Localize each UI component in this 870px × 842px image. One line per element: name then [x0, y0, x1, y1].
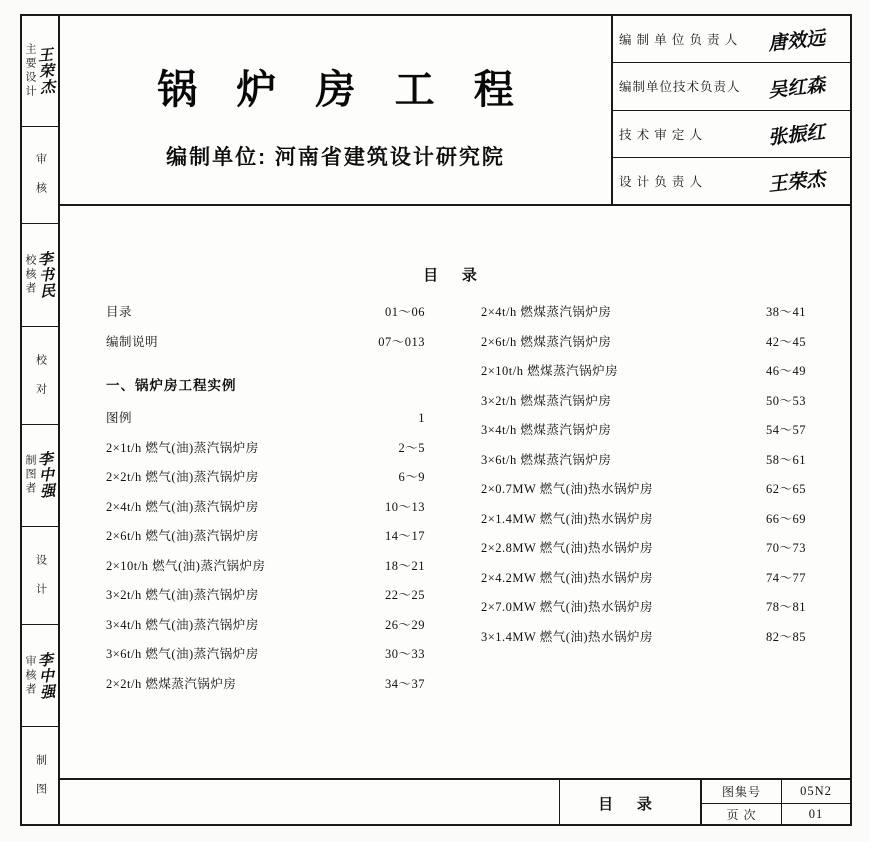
page-title: 锅 炉 房 工 程	[157, 67, 528, 112]
catalog-heading: 目 录	[423, 268, 487, 284]
entry-label: 3×2t/h 燃气(油)蒸汽锅炉房	[106, 588, 259, 602]
responsible-persons-block	[611, 16, 850, 204]
strip-cell-4	[22, 425, 58, 528]
leader-dots	[657, 522, 762, 523]
responsible-signature-2: 张振红	[767, 122, 827, 150]
entry-pages: 6～9	[398, 470, 425, 484]
leader-dots	[657, 551, 762, 552]
leader-dots	[657, 640, 762, 641]
strip-cell-2	[22, 224, 58, 327]
drawing-title-block	[60, 778, 850, 826]
strip-label-3: 校 对	[34, 353, 47, 397]
list-item	[481, 542, 806, 555]
title-block-blank	[60, 780, 560, 826]
catalog-column-right	[455, 306, 850, 766]
responsible-label-0: 编 制 单 位 负 责 人	[619, 33, 739, 48]
entry-pages: 82～85	[765, 629, 806, 644]
entry-pages: 2～5	[398, 440, 425, 455]
list-item	[481, 483, 806, 496]
leader-dots	[269, 569, 381, 570]
list-item	[106, 530, 425, 543]
list-item	[481, 631, 806, 644]
responsible-signature-1: 吴红森	[767, 74, 827, 102]
entry-label: 2×2t/h 燃煤蒸汽锅炉房	[106, 676, 237, 691]
entry-label: 2×1t/h 燃气(油)蒸汽锅炉房	[106, 440, 259, 455]
list-item	[106, 412, 425, 425]
header-row	[60, 16, 850, 206]
entry-label: 3×6t/h 燃气(油)蒸汽锅炉房	[106, 647, 259, 661]
leader-dots	[657, 610, 762, 611]
entry-label: 2×10t/h 燃气(油)蒸汽锅炉房	[106, 558, 266, 573]
entry-label: 2×4.2MW 燃气(油)热水锅炉房	[481, 570, 654, 585]
list-item	[106, 471, 425, 484]
leader-dots	[263, 451, 395, 452]
list-item	[106, 442, 425, 455]
leader-dots	[615, 463, 762, 464]
responsible-label-1: 编制单位技术负责人	[619, 80, 741, 95]
leader-dots	[263, 480, 395, 481]
strip-cell-3	[22, 327, 58, 425]
title-block-name: 目 录	[560, 780, 702, 826]
list-item	[106, 678, 425, 691]
catalog-section-title: 一、锅炉房工程实例	[106, 378, 237, 393]
list-item	[481, 306, 806, 319]
leader-dots	[263, 510, 381, 511]
entry-pages: 30～33	[384, 647, 425, 661]
entry-label: 3×6t/h 燃煤蒸汽锅炉房	[481, 452, 612, 467]
list-item	[106, 306, 425, 319]
leader-dots	[615, 433, 762, 434]
leader-dots	[263, 598, 381, 599]
strip-signature-2: 李书民	[35, 250, 55, 300]
entry-pages: 22～25	[384, 588, 425, 602]
leader-dots	[263, 657, 381, 658]
entry-pages: 1	[418, 411, 425, 425]
leader-dots	[615, 404, 762, 405]
list-item	[106, 560, 425, 573]
entry-label: 2×1.4MW 燃气(油)热水锅炉房	[481, 511, 654, 526]
title-block-ids	[702, 780, 850, 826]
entry-label: 2×10t/h 燃煤蒸汽锅炉房	[481, 364, 619, 378]
list-item	[106, 589, 425, 602]
strip-cell-5	[22, 527, 58, 625]
responsible-signature-0: 唐效远	[767, 27, 827, 55]
strip-label-2: 校核者	[24, 254, 36, 297]
atlas-number-label: 图集号	[702, 780, 782, 803]
entry-label: 3×2t/h 燃煤蒸汽锅炉房	[481, 393, 612, 408]
entry-pages: 38～41	[765, 305, 806, 319]
list-item	[481, 572, 806, 585]
leader-dots	[615, 345, 762, 346]
entry-pages: 70～73	[765, 541, 806, 555]
entry-label: 2×7.0MW 燃气(油)热水锅炉房	[481, 600, 654, 614]
strip-label-5: 设 计	[34, 553, 47, 597]
entry-label: 图例	[106, 411, 133, 425]
list-item	[481, 601, 806, 614]
entry-label: 2×6t/h 燃气(油)蒸汽锅炉房	[106, 529, 259, 543]
entry-label: 2×4t/h 燃气(油)蒸汽锅炉房	[106, 499, 259, 514]
page-number-row	[702, 804, 850, 827]
responsible-row-3	[613, 158, 850, 204]
document-content	[60, 16, 850, 824]
title-block	[60, 16, 611, 204]
leader-dots	[615, 315, 762, 316]
strip-cell-1	[22, 127, 58, 225]
responsible-signature-3: 王荣杰	[767, 169, 827, 197]
responsible-row-2	[613, 111, 850, 158]
leader-dots	[657, 581, 762, 582]
atlas-number-value: 05N2	[800, 783, 832, 798]
catalog-columns	[60, 306, 850, 766]
page-number-label: 页 次	[702, 804, 782, 827]
strip-signature-4: 李中强	[35, 450, 55, 500]
entry-label: 3×4t/h 燃煤蒸汽锅炉房	[481, 423, 612, 437]
leader-dots	[162, 345, 374, 346]
list-item	[106, 648, 425, 661]
entry-pages: 58～61	[765, 452, 806, 467]
atlas-number-row	[702, 780, 850, 804]
entry-pages: 54～57	[765, 423, 806, 437]
leader-dots	[136, 315, 381, 316]
entry-label: 2×6t/h 燃煤蒸汽锅炉房	[481, 334, 612, 349]
strip-label-7: 制 图	[34, 754, 47, 798]
list-item	[481, 395, 806, 408]
list-item	[481, 513, 806, 526]
leader-dots	[657, 492, 762, 493]
page-number-value: 01	[808, 807, 824, 822]
entry-pages: 18～21	[384, 558, 425, 573]
entry-pages: 14～17	[384, 529, 425, 543]
left-signature-strip	[22, 16, 60, 824]
list-item	[106, 619, 425, 632]
entry-label: 2×4t/h 燃煤蒸汽锅炉房	[481, 305, 612, 319]
list-item	[106, 336, 425, 349]
list-item	[481, 365, 806, 378]
entry-pages: 07～013	[378, 334, 425, 349]
strip-label-1: 审 核	[34, 153, 47, 197]
responsible-label-2: 技 术 审 定 人	[619, 127, 704, 142]
strip-signature-0: 王荣杰	[35, 46, 55, 96]
list-item	[481, 454, 806, 467]
responsible-row-1	[613, 63, 850, 110]
entry-label: 2×2t/h 燃气(油)蒸汽锅炉房	[106, 470, 259, 484]
strip-cell-7	[22, 727, 58, 824]
responsible-row-0	[613, 16, 850, 63]
list-item	[481, 336, 806, 349]
strip-label-0: 主要设计	[24, 42, 36, 99]
strip-cell-0	[22, 16, 58, 127]
entry-label: 3×4t/h 燃气(油)蒸汽锅炉房	[106, 617, 259, 632]
strip-label-6: 审核者	[24, 654, 36, 697]
responsible-label-3: 设 计 负 责 人	[619, 174, 704, 189]
entry-label: 2×2.8MW 燃气(油)热水锅炉房	[481, 541, 654, 555]
strip-signature-6: 李中强	[35, 651, 55, 701]
leader-dots	[263, 628, 381, 629]
entry-pages: 34～37	[384, 676, 425, 691]
entry-label: 编制说明	[106, 334, 159, 349]
entry-pages: 50～53	[765, 393, 806, 408]
entry-pages: 26～29	[384, 617, 425, 632]
list-item	[106, 501, 425, 514]
leader-dots	[622, 374, 762, 375]
entry-label: 2×0.7MW 燃气(油)热水锅炉房	[481, 482, 654, 496]
list-item	[481, 424, 806, 437]
leader-dots	[240, 687, 381, 688]
entry-label: 目录	[106, 305, 133, 319]
catalog-section	[60, 206, 850, 824]
leader-dots	[136, 421, 414, 422]
strip-cell-6	[22, 625, 58, 728]
entry-label: 3×1.4MW 燃气(油)热水锅炉房	[481, 629, 654, 644]
entry-pages: 10～13	[384, 499, 425, 514]
entry-pages: 62～65	[765, 482, 806, 496]
compiling-unit: 编制单位: 河南省建筑设计研究院	[166, 145, 505, 169]
entry-pages: 01～06	[384, 305, 425, 319]
leader-dots	[263, 539, 381, 540]
entry-pages: 66～69	[765, 511, 806, 526]
strip-label-4: 制图者	[24, 454, 36, 497]
entry-pages: 46～49	[765, 364, 806, 378]
entry-pages: 74～77	[765, 570, 806, 585]
entry-pages: 78～81	[765, 600, 806, 614]
catalog-column-left	[60, 306, 455, 766]
entry-pages: 42～45	[765, 334, 806, 349]
